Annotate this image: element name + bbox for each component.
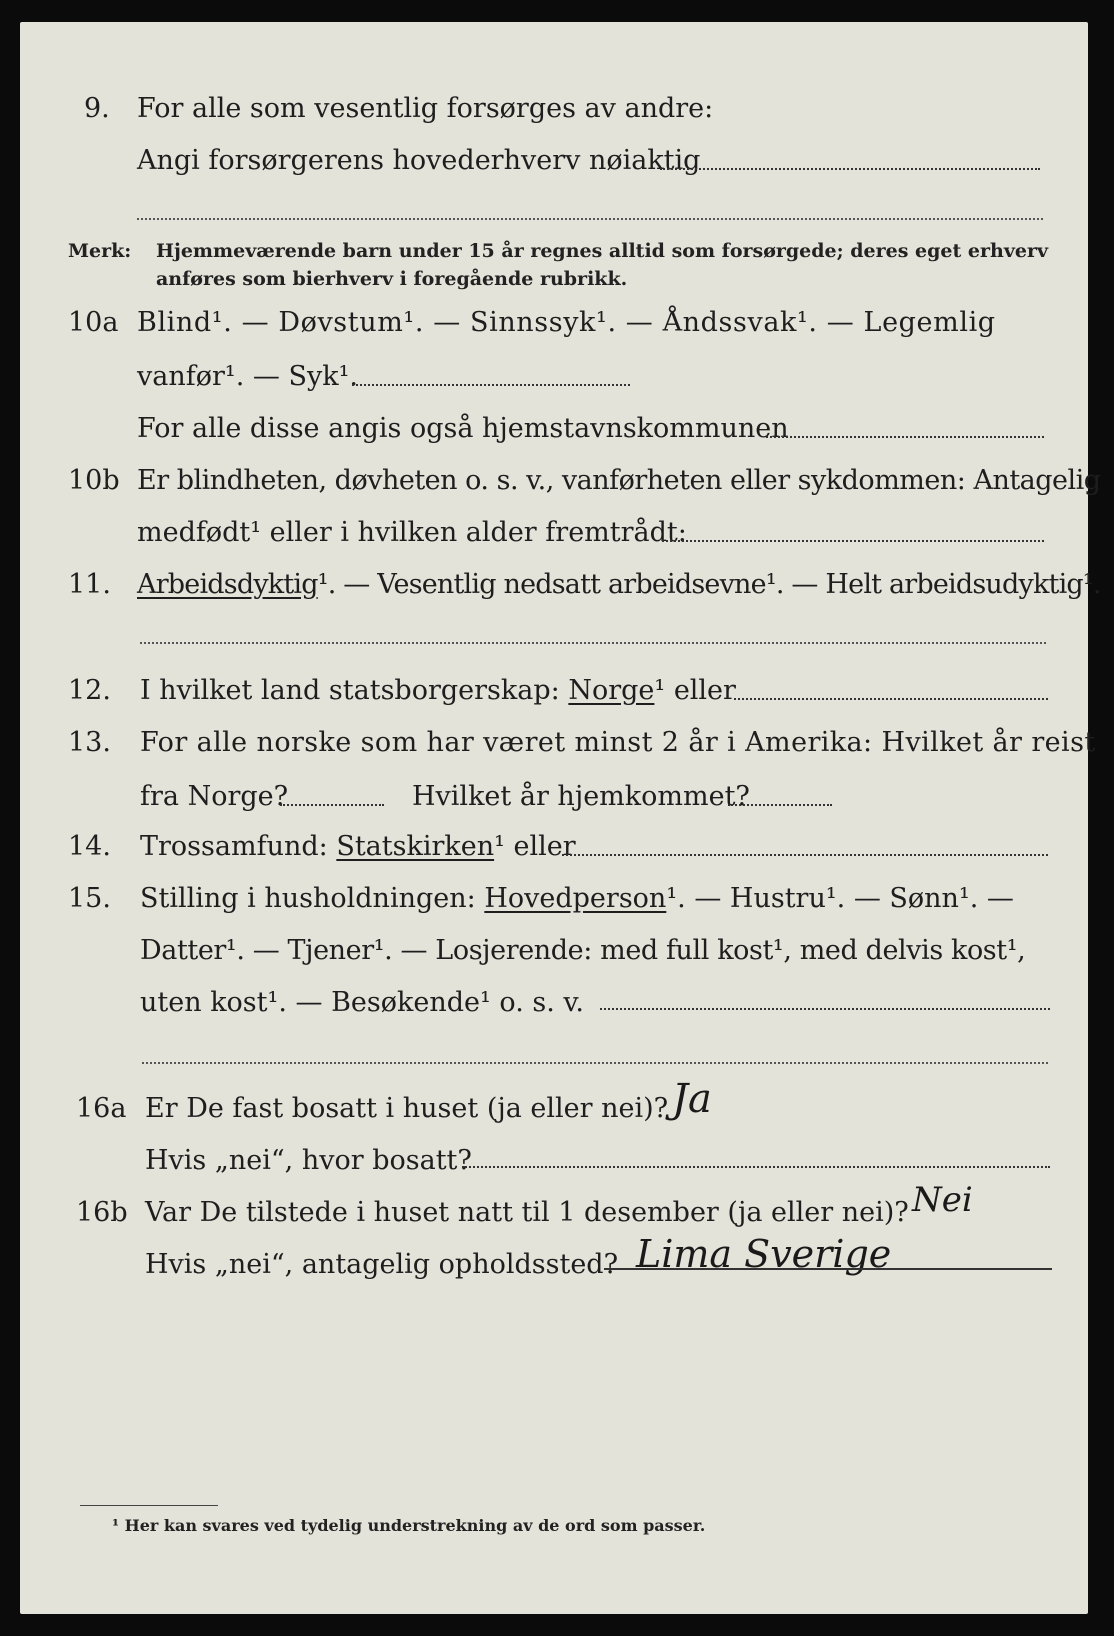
q11-option-arbeidsdyktig: Arbeidsdyktig	[137, 569, 318, 600]
merk-line2: anføres som bierhverv i foregående rubrikk.	[156, 268, 628, 290]
q11-number: 11.	[68, 569, 111, 600]
q15-question: Stilling i husholdningen:	[140, 883, 476, 914]
q13-line1: For alle norske som har været minst 2 år i Amerika: Hvilket år reist	[140, 727, 1096, 758]
q10b-number: 10b	[68, 465, 120, 496]
q16a-bosatt-line	[462, 1166, 1050, 1168]
q15-line2: Datter¹. — Tjener¹. — Losjerende: med full kost¹, med delvis kost¹,	[140, 935, 1026, 966]
q10b-line2: medfødt¹ eller i hvilken alder fremtrådt:	[137, 517, 687, 548]
q15-post: ¹. — Hustru¹. — Sønn¹. —	[666, 883, 1014, 914]
q14-answer-line	[562, 854, 1048, 856]
q15-rule	[142, 1062, 1048, 1064]
q16b-line2: Hvis „nei“, antagelig opholdssted?	[145, 1249, 619, 1280]
q10a-line1: Blind¹. — Døvstum¹. — Sinnssyk¹. — Åndssvak¹. — Legemlig	[137, 307, 996, 338]
q16a-line1: Er De fast bosatt i huset (ja eller nei)?	[145, 1093, 669, 1124]
q10a-number: 10a	[68, 307, 119, 338]
q16b-number: 16b	[76, 1197, 128, 1228]
q16a-line2: Hvis „nei“, hvor bosatt?	[145, 1145, 472, 1176]
q9-rule	[137, 218, 1043, 220]
q12-line	[140, 674, 736, 708]
q10a-line3: For alle disse angis også hjemstavnskommunen	[137, 413, 789, 444]
q11-rule	[140, 642, 1046, 644]
q16a-number: 16a	[76, 1093, 127, 1124]
q13-line2b: Hvilket år hjemkommet?	[412, 781, 750, 812]
q13-line2a: fra Norge?	[140, 781, 289, 812]
q14-number: 14.	[68, 831, 111, 862]
merk-label: Merk:	[68, 240, 132, 262]
q14-question: Trossamfund:	[140, 831, 328, 862]
footnote: ¹ Her kan svares ved tydelig understrekning av de ord som passer.	[112, 1516, 706, 1535]
q15-option-hovedperson: Hovedperson	[484, 883, 667, 914]
q10b-line1: Er blindheten, døvheten o. s. v., vanførheten eller sykdommen: Antagelig	[137, 465, 1101, 496]
q14-option-statskirken: Statskirken	[336, 831, 495, 862]
q15-number: 15.	[68, 883, 111, 914]
q16b-handwritten-answer: Nei	[912, 1180, 973, 1220]
q13-reist-line	[280, 804, 384, 806]
q9-answer-line	[660, 168, 1040, 170]
q9-line2: Angi forsørgerens hovederhverv nøiaktig	[137, 145, 701, 176]
q10a-kommune-line	[766, 436, 1044, 438]
q12-question: I hvilket land statsborgerskap:	[140, 675, 560, 706]
q13-hjemkommet-line	[728, 804, 832, 806]
q11-rest: ¹. — Vesentlig nedsatt arbeidsevne¹. — Helt arbeidsudyktig¹.	[317, 569, 1101, 600]
q11-line	[137, 568, 1101, 602]
footnote-rule	[80, 1505, 218, 1506]
q12-number: 12.	[68, 675, 111, 706]
q13-number: 13.	[68, 727, 111, 758]
q16a-handwritten-answer: Ja	[672, 1076, 712, 1122]
q9-line1: For alle som vesentlig forsørges av andre:	[137, 93, 714, 124]
q10a-syk-line	[352, 384, 630, 386]
q10b-answer-line	[662, 540, 1044, 542]
q16b-line1: Var De tilstede i huset natt til 1 desember (ja eller nei)?	[145, 1197, 909, 1228]
q12-option-norge: Norge	[568, 675, 655, 706]
q14-post: ¹ eller	[494, 831, 576, 862]
q9-number: 9.	[84, 93, 110, 124]
q12-answer-line	[734, 698, 1048, 700]
q15-answer-line	[600, 1008, 1050, 1010]
q16b-opholdssted-line	[604, 1268, 1052, 1270]
q16b-handwritten-opholdssted: Lima Sverige	[636, 1232, 892, 1276]
q15-line1	[140, 882, 1014, 916]
q12-post: ¹ eller	[654, 675, 736, 706]
merk-line1: Hjemmeværende barn under 15 år regnes alltid som forsørgede; deres eget erhverv	[156, 240, 1048, 262]
q15-line3: uten kost¹. — Besøkende¹ o. s. v.	[140, 987, 585, 1018]
q10a-line2: vanfør¹. — Syk¹.	[137, 361, 358, 392]
q14-line	[140, 830, 576, 864]
